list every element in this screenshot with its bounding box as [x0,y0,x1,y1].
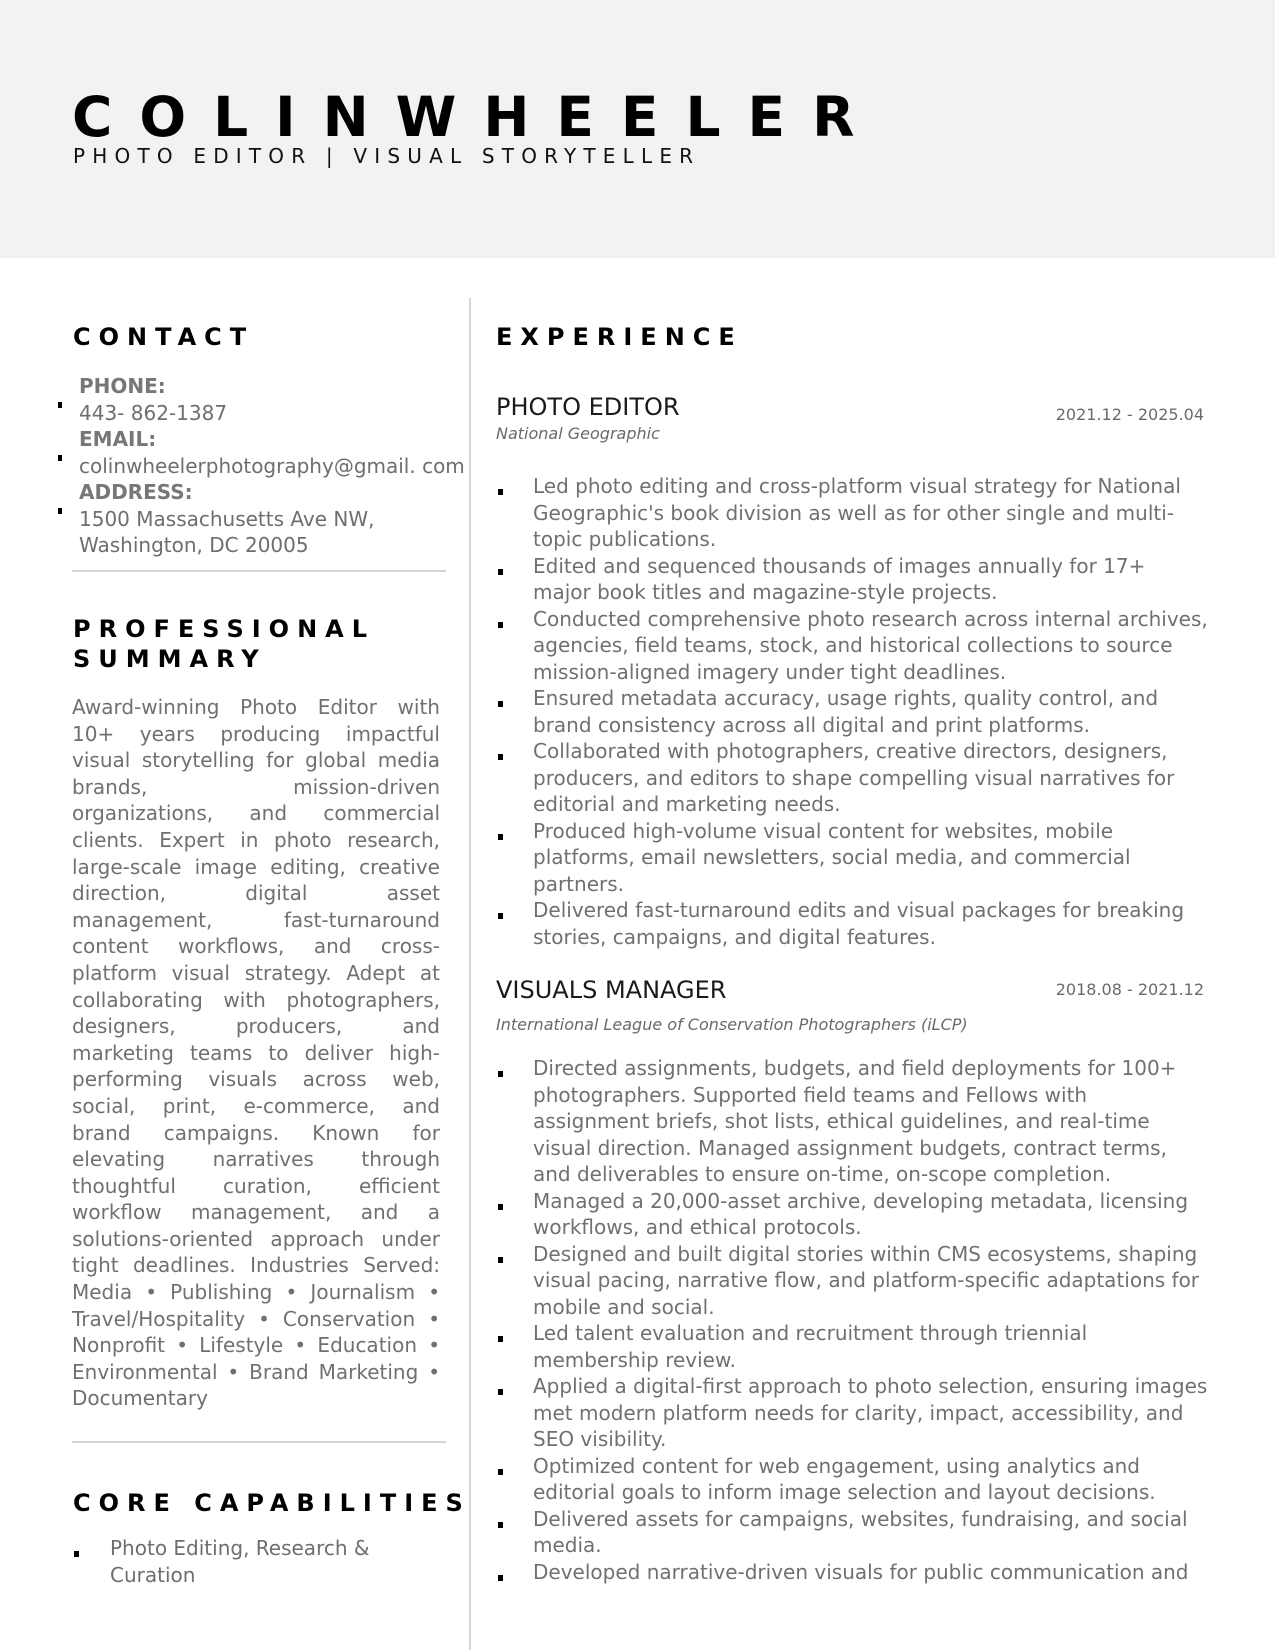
candidate-name: COLINWHEELER [72,85,882,149]
job-company: National Geographic [496,424,660,443]
experience-heading: EXPERIENCE [496,323,743,351]
summary-heading-line-2: SUMMARY [73,645,267,673]
core-capabilities-heading: CORE CAPABILITIES [73,1489,471,1517]
contact-heading: CONTACT [73,323,255,351]
core-capabilities-list [72,1535,452,1588]
job-bullet: Managed a 20,000-asset archive, developing metadata, licensing workflows, and ethical protocols. [496,1188,1208,1241]
address-line-2: Washington, DC 20005 [79,533,309,557]
job-bullet: Optimized content for web engagement, using analytics and editorial goals to inform image selection and layout decisions. [496,1453,1208,1506]
job-bullet: Conducted comprehensive photo research across internal archives, agencies, field teams, stock, and historical collections to source mission-aligned imagery under tight deadlines. [496,606,1208,686]
section-rule [72,1441,446,1443]
job-bullet: Developed narrative-driven visuals for public communication and [496,1559,1208,1586]
job-title: VISUALS MANAGER [496,976,727,1004]
email-label: EMAIL: [79,427,157,451]
column-divider [469,298,471,1650]
job-bullet: Edited and sequenced thousands of images annually for 17+ major book titles and magazine-style projects. [496,553,1208,606]
address-line-1: 1500 Massachusetts Ave NW, [79,506,375,531]
job-dates: 2018.08 - 2021.12 [1055,980,1204,999]
job-bullets [496,473,1208,950]
job-bullet: Produced high-volume visual content for websites, mobile platforms, email newsletters, social media, and commercial partners. [496,818,1208,898]
email-value: colinwheelerphotography@gmail. com [79,453,465,478]
contact-block [79,373,469,559]
phone-value: 443- 862-1387 [79,400,228,425]
job-bullet: Ensured metadata accuracy, usage rights, quality control, and brand consistency across all digital and print platforms. [496,685,1208,738]
core-capability-item: Photo Editing, Research & Curation [72,1535,452,1588]
job-bullet: Collaborated with photographers, creative directors, designers, producers, and editors to shape compelling visual narratives for editorial and marketing needs. [496,738,1208,818]
contact-bullet [58,508,62,514]
header-band [0,0,1275,258]
summary-heading-line-1: PROFESSIONAL [73,615,376,643]
job-bullet: Delivered fast-turnaround edits and visual packages for breaking stories, campaigns, and digital features. [496,897,1208,950]
summary-text: Award-winning Photo Editor with 10+ years producing impactful visual storytelling for global media brands, mission-driven organizations, and commercial clients. Expert in photo research, large-scale image editing, creative direction, digital asset management, fast-turnaround content workflows, and cross-platform visual strategy. Adept at collaborating with photographers, designers, producers, and marketing teams to deliver high-performing visuals across web, social, print, e-commerce, and brand campaigns. Known for elevating narratives through thoughtful curation, efficient workflow management, and a solutions-oriented approach under tight deadlines. Industries Served: Media • Publishing • Journalism • Travel/Hospitality • Conservation • Nonprofit • Lifestyle • Education • Environmental • Brand Marketing • Documentary [72,695,440,1411]
candidate-tagline: PHOTO EDITOR | VISUAL STORYTELLER [73,144,701,168]
job-bullet: Applied a digital-first approach to photo selection, ensuring images met modern platform needs for clarity, impact, accessibility, and SEO visibility. [496,1373,1208,1453]
contact-bullet [58,455,62,461]
job-title: PHOTO EDITOR [496,393,680,421]
address-label: ADDRESS: [79,480,193,504]
job-bullet: Led talent evaluation and recruitment through triennial membership review. [496,1320,1208,1373]
job-bullet: Designed and built digital stories within CMS ecosystems, shaping visual pacing, narrative flow, and platform-specific adaptations for mobile and social. [496,1241,1208,1321]
job-bullet: Directed assignments, budgets, and field deployments for 100+ photographers. Supported field teams and Fellows with assignment briefs, shot lists, ethical guidelines, and real-time visual direction. Managed assignment budgets, contract terms, and deliverables to ensure on-time, on-scope completion. [496,1055,1208,1188]
contact-bullet [58,402,62,408]
job-bullet: Led photo editing and cross-platform visual strategy for National Geographic's book division as well as for other single and multi-topic publications. [496,473,1208,553]
job-bullets [496,1055,1208,1585]
job-company: International League of Conservation Photographers (iLCP) [496,1015,968,1034]
section-rule [72,570,446,572]
job-bullet: Delivered assets for campaigns, websites, fundraising, and social media. [496,1506,1208,1559]
summary-heading [73,614,375,674]
job-dates: 2021.12 - 2025.04 [1055,405,1204,424]
phone-label: PHONE: [79,374,166,398]
